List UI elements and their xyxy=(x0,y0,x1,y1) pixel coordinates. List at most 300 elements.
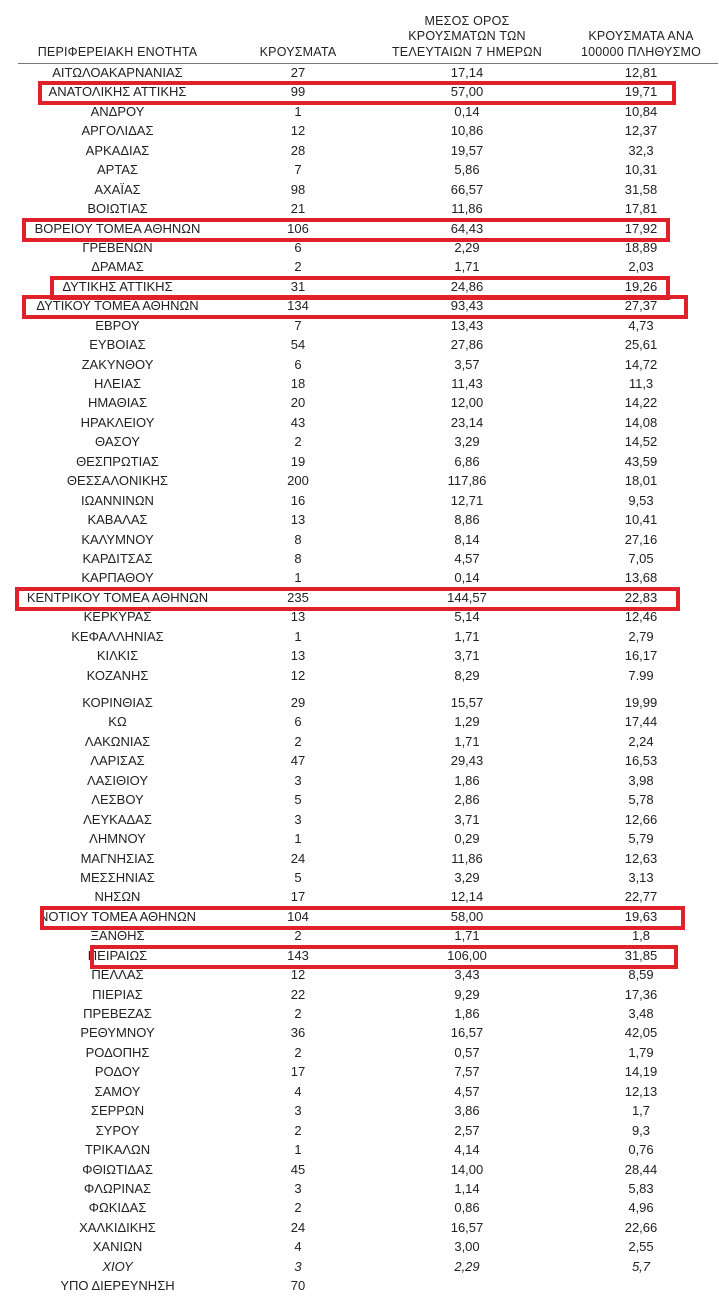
region-cell: ΘΕΣΣΑΛΟΝΙΚΗΣ xyxy=(66,473,169,489)
cases-cell: 134 xyxy=(287,298,309,314)
header-avg7 xyxy=(372,14,562,61)
table-row xyxy=(0,317,719,336)
table-row xyxy=(0,472,719,491)
avg7-cell: 93,43 xyxy=(450,298,484,314)
table-row xyxy=(0,628,719,647)
cases-cell: 20 xyxy=(290,395,306,411)
cases-cell: 104 xyxy=(287,908,309,924)
table-row xyxy=(0,733,719,752)
avg7-cell: 1,29 xyxy=(454,714,480,730)
cases-cell: 36 xyxy=(290,1025,306,1041)
per100k-cell: 27,37 xyxy=(624,298,658,314)
table-row xyxy=(0,830,719,849)
cases-cell: 3 xyxy=(294,1180,302,1196)
avg7-cell: 3,43 xyxy=(454,967,480,983)
cases-cell: 17 xyxy=(290,1064,306,1080)
region-cell: ΣΑΜΟΥ xyxy=(94,1083,141,1099)
avg7-cell: 15,57 xyxy=(450,695,484,710)
per100k-cell: 17,44 xyxy=(624,714,658,730)
per100k-cell: 9,3 xyxy=(631,1122,651,1138)
region-cell: ΦΛΩΡΙΝΑΣ xyxy=(83,1180,152,1196)
per100k-cell: 16,17 xyxy=(624,648,658,664)
cases-cell: 17 xyxy=(290,889,306,905)
region-cell: ΑΙΤΩΛΟΑΚΑΡΝΑΝΙΑΣ xyxy=(52,65,183,80)
table-row xyxy=(0,647,719,666)
cases-cell: 4 xyxy=(294,1239,302,1255)
per100k-cell: 19,99 xyxy=(624,695,658,710)
table-row xyxy=(0,1005,719,1024)
table-row xyxy=(0,772,719,791)
per100k-cell: 19,63 xyxy=(624,908,658,924)
avg7-cell: 4,14 xyxy=(454,1142,480,1158)
per100k-cell: 2,79 xyxy=(628,628,654,644)
avg7-cell: 1,86 xyxy=(454,1006,480,1021)
avg7-cell: 8,86 xyxy=(454,512,480,528)
cases-cell: 7 xyxy=(294,162,302,178)
table-row xyxy=(0,1277,719,1296)
cases-cell: 235 xyxy=(287,589,309,605)
avg7-cell: 0,57 xyxy=(454,1044,480,1060)
region-cell: ΣΥΡΟΥ xyxy=(95,1122,140,1138)
table-row xyxy=(0,869,719,888)
avg7-cell: 17,14 xyxy=(450,65,484,80)
avg7-cell: 1,71 xyxy=(454,733,480,749)
per100k-cell: 18,01 xyxy=(624,473,658,489)
region-cell: ΗΜΑΘΙΑΣ xyxy=(87,395,148,411)
per100k-cell: 12,37 xyxy=(624,123,658,139)
per100k-cell: 4,73 xyxy=(628,317,654,333)
cases-cell: 45 xyxy=(290,1161,306,1177)
cases-cell: 22 xyxy=(290,986,306,1002)
per100k-cell: 17,81 xyxy=(624,201,658,217)
header-avg7-line2: ΚΡΟΥΣΜΑΤΩΝ ΤΩΝ xyxy=(408,29,526,43)
cases-cell: 2 xyxy=(294,259,302,275)
avg7-cell: 5,14 xyxy=(454,609,480,625)
per100k-cell: 7.99 xyxy=(628,667,654,683)
per100k-cell: 8,59 xyxy=(628,967,654,983)
cases-cell: 1 xyxy=(294,1142,302,1158)
table-row xyxy=(0,850,719,869)
region-cell: ΡΟΔΟΥ xyxy=(94,1064,141,1080)
region-cell: ΥΠΟ ΔΙΕΡΕΥΝΗΣΗ xyxy=(60,1278,175,1294)
region-cell: ΦΘΙΩΤΙΔΑΣ xyxy=(82,1161,153,1177)
per100k-cell: 0,76 xyxy=(628,1142,654,1158)
table-row xyxy=(0,200,719,219)
table-row xyxy=(0,752,719,771)
region-cell: ΚΙΛΚΙΣ xyxy=(96,648,139,664)
avg7-cell: 1,71 xyxy=(454,928,480,944)
per100k-cell: 12,81 xyxy=(624,65,658,80)
avg7-cell: 0,14 xyxy=(454,570,480,586)
per100k-cell: 1,8 xyxy=(631,928,651,944)
avg7-cell: 11,86 xyxy=(451,850,483,866)
per100k-cell: 10,41 xyxy=(624,512,658,528)
region-cell: ΔΥΤΙΚΗΣ ΑΤΤΙΚΗΣ xyxy=(62,278,173,294)
region-cell: ΦΩΚΙΔΑΣ xyxy=(88,1200,147,1216)
region-cell: ΠΕΛΛΑΣ xyxy=(91,967,144,983)
avg7-cell: 66,57 xyxy=(450,181,484,197)
table-row xyxy=(0,947,719,966)
cases-cell: 98 xyxy=(290,181,306,197)
avg7-cell: 3,00 xyxy=(454,1239,480,1255)
avg7-cell: 3,29 xyxy=(454,434,480,450)
region-cell: ΚΕΡΚΥΡΑΣ xyxy=(83,609,152,625)
per100k-cell: 9,53 xyxy=(628,492,654,508)
cases-cell: 1 xyxy=(294,103,302,119)
table-row xyxy=(0,83,719,102)
cases-cell: 4 xyxy=(294,1083,302,1099)
avg7-cell: 16,57 xyxy=(450,1025,484,1041)
avg7-cell: 24,86 xyxy=(450,278,484,294)
region-cell: ΡΟΔΟΠΗΣ xyxy=(85,1044,150,1060)
header-region: ΠΕΡΙΦΕΡΕΙΑΚΗ ΕΝΟΤΗΤΑ xyxy=(37,44,198,59)
avg7-cell: 58,00 xyxy=(450,908,484,924)
region-cell: ΑΡΚΑΔΙΑΣ xyxy=(85,142,150,158)
region-cell: ΚΑΛΥΜΝΟΥ xyxy=(81,531,154,547)
per100k-cell: 14,72 xyxy=(624,356,658,372)
avg7-cell: 3,86 xyxy=(454,1103,480,1119)
cases-cell: 8 xyxy=(294,550,302,566)
cases-cell: 2 xyxy=(294,1044,302,1060)
region-cell: ΚΕΝΤΡΙΚΟΥ ΤΟΜΕΑ ΑΘΗΝΩΝ xyxy=(26,589,209,605)
region-cell: ΒΟΡΕΙΟΥ ΤΟΜΕΑ ΑΘΗΝΩΝ xyxy=(34,220,201,236)
avg7-cell: 11,86 xyxy=(451,201,483,217)
region-cell: ΜΑΓΝΗΣΙΑΣ xyxy=(80,850,155,866)
region-cell: ΔΡΑΜΑΣ xyxy=(91,259,144,275)
cases-cell: 54 xyxy=(290,337,306,353)
cases-cell: 70 xyxy=(290,1278,306,1294)
region-cell: ΕΥΒΟΙΑΣ xyxy=(89,337,146,353)
region-cell: ΓΡΕΒΕΝΩΝ xyxy=(82,239,153,255)
cases-cell: 2 xyxy=(294,1122,302,1138)
avg7-cell: 3,29 xyxy=(454,869,480,885)
region-cell: ΛΑΚΩΝΙΑΣ xyxy=(84,733,151,749)
per100k-cell: 11,3 xyxy=(628,376,654,391)
cases-cell: 29 xyxy=(290,695,306,710)
table-row xyxy=(0,908,719,927)
region-cell: ΞΑΝΘΗΣ xyxy=(90,928,145,944)
table-row xyxy=(0,356,719,375)
avg7-cell: 29,43 xyxy=(450,753,484,769)
table-row xyxy=(0,1161,719,1180)
avg7-cell: 1,86 xyxy=(454,772,480,788)
avg7-cell: 11,43 xyxy=(451,376,483,391)
region-cell: ΜΕΣΣΗΝΙΑΣ xyxy=(80,869,155,885)
table-row xyxy=(0,1063,719,1082)
cases-cell: 16 xyxy=(290,492,306,508)
per100k-cell: 12,13 xyxy=(624,1083,658,1099)
per100k-cell: 10,31 xyxy=(624,162,658,178)
table-row xyxy=(0,1141,719,1160)
header-avg7-line1: ΜΕΣΟΣ ΟΡΟΣ xyxy=(424,13,510,28)
region-cell: ΒΟΙΩΤΙΑΣ xyxy=(87,201,148,217)
avg7-cell: 7,57 xyxy=(454,1064,480,1080)
per100k-cell: 19,26 xyxy=(624,278,658,294)
avg7-cell: 2,86 xyxy=(454,792,480,808)
per100k-cell: 14,08 xyxy=(624,414,658,430)
per100k-cell: 2,55 xyxy=(628,1239,654,1255)
cases-cell: 3 xyxy=(294,772,302,788)
per100k-cell: 14,19 xyxy=(624,1064,658,1080)
table-row xyxy=(0,511,719,530)
cases-cell: 143 xyxy=(287,947,309,963)
cases-cell: 5 xyxy=(294,869,302,885)
cases-cell: 1 xyxy=(294,628,302,644)
cases-cell: 13 xyxy=(290,512,306,528)
avg7-cell: 106,00 xyxy=(447,947,487,963)
avg7-cell: 2,29 xyxy=(454,1258,480,1274)
table-header xyxy=(0,6,719,64)
region-cell: ΑΡΤΑΣ xyxy=(96,162,139,178)
per100k-cell: 32,3 xyxy=(628,142,654,158)
cases-cell: 19 xyxy=(290,453,306,469)
per100k-cell: 3,98 xyxy=(628,772,654,788)
header-avg7-line3: ΤΕΛΕΥΤΑΙΩΝ 7 ΗΜΕΡΩΝ xyxy=(391,44,543,59)
table-row xyxy=(0,181,719,200)
per100k-cell: 13,68 xyxy=(624,570,658,586)
per100k-cell: 22,66 xyxy=(624,1219,658,1235)
avg7-cell: 5,86 xyxy=(454,162,480,178)
region-cell: ΧΑΛΚΙΔΙΚΗΣ xyxy=(79,1219,156,1235)
table-row xyxy=(0,811,719,830)
cases-cell: 12 xyxy=(290,123,306,139)
avg7-cell: 13,43 xyxy=(450,317,484,333)
table-row xyxy=(0,142,719,161)
table-row xyxy=(0,713,719,732)
per100k-cell: 1,79 xyxy=(628,1044,654,1060)
cases-cell: 21 xyxy=(290,201,306,217)
avg7-cell: 3,71 xyxy=(454,648,480,664)
table-row xyxy=(0,531,719,550)
region-cell: ΚΩ xyxy=(108,714,127,730)
table-row xyxy=(0,927,719,946)
table-row xyxy=(0,161,719,180)
cases-cell: 13 xyxy=(290,609,306,625)
table-row xyxy=(0,1258,719,1277)
per100k-cell: 31,58 xyxy=(624,181,658,197)
region-cell: ΗΡΑΚΛΕΙΟΥ xyxy=(80,414,155,430)
per100k-cell: 3,48 xyxy=(628,1006,654,1021)
avg7-cell: 12,00 xyxy=(450,395,484,411)
region-cell: ΝΗΣΩΝ xyxy=(94,889,141,905)
cases-cell: 1 xyxy=(294,831,302,847)
region-cell: ΘΕΣΠΡΩΤΙΑΣ xyxy=(76,453,159,469)
per100k-cell: 17,92 xyxy=(624,220,658,236)
region-cell: ΣΕΡΡΩΝ xyxy=(90,1103,145,1119)
table-row xyxy=(0,453,719,472)
cases-cell: 200 xyxy=(287,473,309,489)
per100k-cell: 22,77 xyxy=(624,889,658,905)
cases-cell: 99 xyxy=(290,84,306,100)
table-row xyxy=(0,433,719,452)
avg7-cell: 14,00 xyxy=(450,1161,484,1177)
per100k-cell: 16,53 xyxy=(624,753,658,769)
header-per100k xyxy=(556,29,719,60)
per100k-cell: 22,83 xyxy=(624,589,658,605)
per100k-cell: 12,46 xyxy=(624,609,658,625)
avg7-cell: 8,14 xyxy=(454,531,480,547)
per100k-cell: 42,05 xyxy=(624,1025,658,1041)
cases-cell: 12 xyxy=(290,667,306,683)
cases-cell: 6 xyxy=(294,239,302,255)
per100k-cell: 2,03 xyxy=(628,259,654,275)
avg7-cell: 1,71 xyxy=(454,628,480,644)
per100k-cell: 27,16 xyxy=(624,531,658,547)
table-row xyxy=(0,1219,719,1238)
cases-cell: 1 xyxy=(294,570,302,586)
cases-cell: 6 xyxy=(294,714,302,730)
table-row xyxy=(0,278,719,297)
per100k-cell: 14,52 xyxy=(624,434,658,450)
per100k-cell: 1,7 xyxy=(631,1103,651,1119)
cases-cell: 47 xyxy=(290,753,306,769)
per100k-cell: 12,63 xyxy=(624,850,658,866)
avg7-cell: 0,14 xyxy=(454,103,480,119)
table-row xyxy=(0,1122,719,1141)
region-cell: ΚΑΡΔΙΤΣΑΣ xyxy=(82,550,153,566)
region-cell: ΧΑΝΙΩΝ xyxy=(92,1239,143,1255)
table-row xyxy=(0,569,719,588)
region-cell: ΑΧΑΪΑΣ xyxy=(94,181,141,197)
avg7-cell: 2,29 xyxy=(454,239,480,255)
avg7-cell: 9,29 xyxy=(454,986,480,1002)
region-cell: ΛΗΜΝΟΥ xyxy=(89,831,146,847)
region-cell: ΑΝΑΤΟΛΙΚΗΣ ΑΤΤΙΚΗΣ xyxy=(48,84,187,100)
per100k-cell: 3,13 xyxy=(628,869,654,885)
region-cell: ΛΕΥΚΑΔΑΣ xyxy=(83,811,152,827)
table-row xyxy=(0,1024,719,1043)
table-row xyxy=(0,297,719,316)
per100k-cell: 28,44 xyxy=(624,1161,658,1177)
avg7-cell: 16,57 xyxy=(450,1219,484,1235)
per100k-cell: 14,22 xyxy=(624,395,658,411)
cases-cell: 3 xyxy=(294,1103,302,1119)
avg7-cell: 144,57 xyxy=(447,589,487,605)
region-cell: ΚΟΖΑΝΗΣ xyxy=(86,667,149,683)
region-cell: ΗΛΕΙΑΣ xyxy=(93,376,142,391)
avg7-cell: 1,71 xyxy=(454,259,480,275)
table-row xyxy=(0,122,719,141)
table-row xyxy=(0,375,719,394)
per100k-cell: 5,78 xyxy=(628,792,654,808)
header-per100k-line1: ΚΡΟΥΣΜΑΤΑ ΑΝΑ xyxy=(588,29,694,43)
per100k-cell: 12,66 xyxy=(624,811,658,827)
region-cell: ΛΑΡΙΣΑΣ xyxy=(90,753,145,769)
cases-cell: 3 xyxy=(294,811,302,827)
table-row xyxy=(0,394,719,413)
avg7-cell: 3,71 xyxy=(454,811,480,827)
cases-cell: 28 xyxy=(290,142,306,158)
cases-cell: 6 xyxy=(294,356,302,372)
per100k-cell: 5,83 xyxy=(628,1180,654,1196)
avg7-cell: 27,86 xyxy=(450,337,484,353)
avg7-cell: 12,14 xyxy=(450,889,484,905)
region-cell: ΛΑΣΙΘΙΟΥ xyxy=(86,772,149,788)
cases-cell: 12 xyxy=(290,967,306,983)
region-cell: ΕΒΡΟΥ xyxy=(95,317,140,333)
region-cell: ΚΕΦΑΛΛΗΝΙΑΣ xyxy=(71,628,164,644)
per100k-cell: 2,24 xyxy=(628,733,654,749)
avg7-cell: 117,86 xyxy=(447,473,487,489)
table-row xyxy=(0,336,719,355)
cases-cell: 2 xyxy=(294,434,302,450)
table-row xyxy=(0,667,719,686)
avg7-cell: 10,86 xyxy=(450,123,484,139)
cases-cell: 24 xyxy=(290,850,306,866)
avg7-cell: 8,29 xyxy=(454,667,480,683)
avg7-cell: 3,57 xyxy=(454,356,480,372)
region-cell: ΡΕΘΥΜΝΟΥ xyxy=(80,1025,155,1041)
table-row xyxy=(0,589,719,608)
cases-cell: 2 xyxy=(294,733,302,749)
table-row xyxy=(0,1180,719,1199)
cases-cell: 5 xyxy=(294,792,302,808)
table-row xyxy=(0,220,719,239)
per100k-cell: 19,71 xyxy=(624,84,658,100)
cases-cell: 43 xyxy=(290,414,306,430)
avg7-cell: 1,14 xyxy=(454,1180,480,1196)
region-cell: ΚΑΡΠΑΘΟΥ xyxy=(81,570,154,586)
cases-cell: 18 xyxy=(290,376,306,391)
table-row xyxy=(0,258,719,277)
region-cell: ΖΑΚΥΝΘΟΥ xyxy=(81,356,154,372)
avg7-cell: 57,00 xyxy=(450,84,484,100)
per100k-cell: 10,84 xyxy=(624,103,658,119)
avg7-cell: 4,57 xyxy=(454,550,480,566)
region-cell: ΠΕΙΡΑΙΩΣ xyxy=(87,947,148,963)
per100k-cell: 5,79 xyxy=(628,831,654,847)
per100k-cell: 17,36 xyxy=(624,986,658,1002)
per100k-cell: 7,05 xyxy=(628,550,654,566)
table-row xyxy=(0,888,719,907)
table-row xyxy=(0,550,719,569)
region-cell: ΠΡΕΒΕΖΑΣ xyxy=(83,1006,152,1021)
table-row xyxy=(0,64,719,83)
table-row xyxy=(0,1102,719,1121)
table-row xyxy=(0,608,719,627)
table-row xyxy=(0,239,719,258)
table-row xyxy=(0,103,719,122)
table-row xyxy=(0,414,719,433)
cases-cell: 8 xyxy=(294,531,302,547)
region-cell: ΔΥΤΙΚΟΥ ΤΟΜΕΑ ΑΘΗΝΩΝ xyxy=(36,298,199,314)
table-row xyxy=(0,791,719,810)
cases-cell: 2 xyxy=(294,928,302,944)
per100k-cell: 43,59 xyxy=(624,453,658,469)
region-cell: ΛΕΣΒΟΥ xyxy=(91,792,144,808)
cases-cell: 24 xyxy=(290,1219,306,1235)
cases-cell: 27 xyxy=(290,65,306,80)
region-cell: ΧΙΟΥ xyxy=(102,1258,133,1274)
table-row xyxy=(0,966,719,985)
cases-cell: 31 xyxy=(290,278,306,294)
per100k-cell: 5,7 xyxy=(631,1258,651,1274)
avg7-cell: 6,86 xyxy=(454,453,480,469)
avg7-cell: 19,57 xyxy=(450,142,484,158)
cases-cell: 3 xyxy=(294,1258,302,1274)
region-cell: ΝΟΤΙΟΥ ΤΟΜΕΑ ΑΘΗΝΩΝ xyxy=(38,908,197,924)
table-row xyxy=(0,694,719,713)
table-row xyxy=(0,1044,719,1063)
region-cell: ΑΡΓΟΛΙΔΑΣ xyxy=(81,123,154,139)
cases-cell: 2 xyxy=(294,1006,302,1021)
header-per100k-line2: 100000 ΠΛΗΘΥΣΜΟ xyxy=(580,44,702,59)
region-cell: ΚΑΒΑΛΑΣ xyxy=(87,512,148,528)
cases-cell: 2 xyxy=(294,1200,302,1216)
region-cell: ΚΟΡΙΝΘΙΑΣ xyxy=(82,695,153,710)
avg7-cell: 12,71 xyxy=(450,492,484,508)
per100k-cell: 4,96 xyxy=(628,1200,654,1216)
